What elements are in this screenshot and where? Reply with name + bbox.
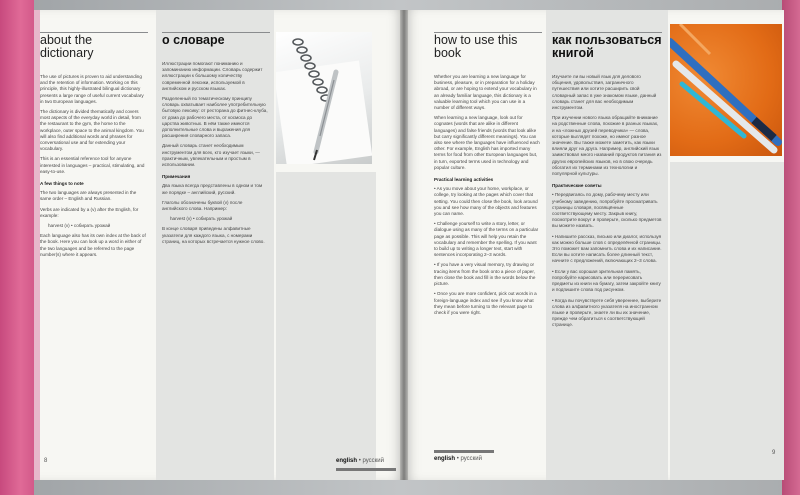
pens-illustration [670,24,782,156]
footer-separator: • [456,456,459,462]
footer-russian: русский [460,456,482,462]
right-en-paragraph: When learning a new language, look out for cognates (words that are alike in different languages) and false friends (words that look alike but carry significantly different meanings). You can also see where the languages have influenced each other. For example, English has imported many terms for food from other European languages but, in turn, exported terms used in technology and popular culture. [434,115,540,170]
left-en-example: harvest (v) • собирать урожай [48,223,111,229]
left-page-photo-shadow-panel [276,172,376,480]
right-page-footer [434,456,482,462]
footer-separator: • [358,458,361,464]
right-en-paragraph: Whether you are learning a new language for business, pleasure, or in preparation for a holiday abroad, or are hoping to extend your vocabulary in an already familiar language, this dictionary is a valuable learning tool which you can use in a number of different ways. [434,74,537,111]
left-footer-bar [336,468,396,471]
right-ru-activity: • Если у вас хорошая зрительная память, попробуйте нарисовать или перерисовать предметы из книги на бумагу, затем закройте книгу и подпишите слова под рисунком. [552,268,661,293]
left-ru-paragraph: Данный словарь станет необходимым инструментом для всех, кто изучает языки, — практичным, увлекательным и простым в использовании. [162,143,260,168]
right-en-activity: • Challenge yourself to write a story, letter, or dialogue using as many of the terms on a particular page as possible. This will help you retain the vocabulary and remember the spelling. If you want to build up to writing a longer text, start with sentences incorporating 2–3 words. [434,221,539,258]
left-page-footer [336,458,384,464]
right-ru-paragraph: Изучаете ли вы новый язык для делового общения, удовольствия, заграничного путешествия или хотите расширить свой словарный запас в уже знакомом языке, данный словарь станет для вас необходимым инструментом. [552,74,657,111]
left-ru-notes-heading: Примечания [162,174,191,180]
right-en-column [434,34,540,320]
left-en-paragraph: The dictionary is divided thematically and covers most aspects of the everyday world in detail, from the restaurant to the gym, the home to the workplace, outer space to the animal kingdom. You will also find additional words and phrases for conversational use and for extending your vocabulary. [40,109,144,152]
left-page-number: 8 [44,458,48,464]
left-ru-note: В конце словаря приведены алфавитные указатели для каждого языка, с номерами страниц, на которых встречается нужное слово. [162,226,265,244]
left-ru-title: о словаре [162,33,225,47]
notebook-pen-photo [276,32,372,164]
right-en-title: how to use this book [434,33,518,60]
left-ru-example: harvest (v) • собирать урожай [170,216,233,222]
right-en-activity: • If you have a very visual memory, try drawing or tracing items from the book onto a piece of paper, then close the book and fill in the words below the picture. [434,262,536,287]
left-en-note: Verbs are indicated by a (v) after the English, for example: [40,206,139,218]
left-ru-paragraph: Иллюстрации помогают пониманию и запоминанию информации. Словарь содержит иллюстрации к большому количеству современной лексики, используемой в английском и русском языках. [162,61,263,91]
right-ru-paragraph: При изучении нового языка обращайте внимание на родственные слова, похожие в разных языках, и на «ложных друзей переводчика» — слова, которые выглядят похоже, но имеют разное значение. Вы также можете заметить, как языки влияли друг на друга. Например, английский язык заимствовал много названий продуктов питания из других европейских языков, но в свою очередь обогатил их терминами из технологии и популярной культуры. [552,115,662,177]
right-page [404,10,784,480]
left-en-paragraph: This is an essential reference tool for anyone interested in languages – practical, stimulating, and easy-to-use. [40,156,145,174]
right-ru-title: как пользоваться книгой [552,33,662,60]
pens-photo [670,24,782,156]
left-en-note: Each language also has its own index at the back of the book. Here you can look up a word in either of the two languages and be referred to the page number(s) where it appears. [40,233,146,257]
left-en-title: about the dictionary [40,33,94,60]
left-ru-note: Глаголы обозначены буквой (v) после английского слова. Например: [162,199,243,212]
footer-english: english [434,456,456,462]
notebook-pen-illustration [276,32,372,164]
left-page-pink-edge [34,10,40,480]
left-en-note: The two languages are always presented in the same order – English and Russian. [40,190,137,202]
left-ru-column [162,34,268,249]
right-footer-bar [434,450,494,453]
left-page [34,10,404,480]
right-ru-activity: • Передвигаясь по дому, рабочему месту или учебному заведению, попробуйте просматривать страницы словаря, посвящённые соответствующему месту. Закрыв книгу, посмотрите вокруг и проверьте, сколько предметов вы можете назвать. [552,192,662,229]
right-en-activity: • As you move about your home, workplace, or college, try looking at the pages which cover that setting. You could then close the book, look around you and see how many of the objects and features you can name. [434,186,538,217]
left-ru-note: Два языка всегда представлены в одном и том же порядке – английский, русский. [162,183,263,195]
right-page-number: 9 [772,450,776,456]
left-en-notes-heading: A few things to note [40,181,84,187]
left-ru-paragraph: Разделенный по тематическому принципу словарь охватывает наиболее употребительную бытовую лексику: от ресторана до фитнес-клуба, от дома до рабочего места, от космоса до царства животных. В нём также имеются дополнительные слова и выражения для расширения словарного запаса. [162,96,268,139]
right-page-photo-shadow-panel [670,162,784,480]
book-gutter [400,10,408,480]
right-ru-column [552,34,662,333]
left-en-column [40,34,146,262]
footer-russian: русский [362,458,384,464]
right-en-activities-heading: Practical learning activities [434,177,494,183]
footer-english: english [336,458,358,464]
right-ru-activities-heading: Практические советы [552,183,602,189]
right-en-activity: • Once you are more confident, pick out words in a foreign-language index and see if you know what they mean before turning to the relevant page to check if you were right. [434,291,537,315]
left-en-paragraph: The use of pictures is proven to aid understanding and the retention of information. Working on this principle, this highly-illustrated bilingual dictionary presents a large range of useful current vocabulary in two European languages. [40,74,144,104]
right-ru-activity: • Напишите рассказ, письмо или диалог, используя как можно больше слов с определённой страницы. Это поможет вам запомнить слова и их написание. Если вы хотите написать более длинный текст, начните с предложений, включающих 2–3 слова. [552,233,662,264]
right-ru-activity: • Когда вы почувствуете себя увереннее, выберите слова из алфавитного указателя на иностранном языке и проверьте, знаете ли вы их значение, прежде чем обратиться к соответствующей странице. [552,297,662,328]
book-cover-left [0,0,34,495]
book-cover-right [782,0,800,495]
